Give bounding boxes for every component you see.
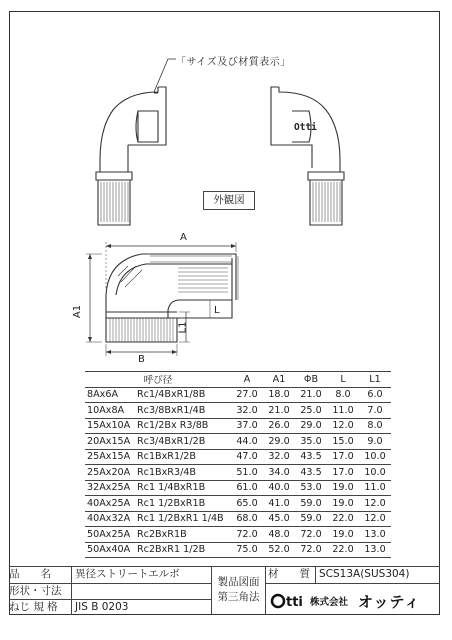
table-row xyxy=(85,542,391,558)
annotation-label: 「サイズ及び材質表示」 xyxy=(176,57,291,68)
value-cell: 27.0 xyxy=(231,387,263,403)
value-cell: 35.0 xyxy=(295,434,327,450)
material-label: 材 質 xyxy=(265,566,315,583)
thread-cell: Rc1BxR1/2B xyxy=(135,449,231,465)
shape-value xyxy=(71,583,211,599)
value-cell: 13.0 xyxy=(359,542,391,558)
value-cell: 12.0 xyxy=(359,511,391,527)
size-cell: 40Ax32A xyxy=(85,511,135,527)
value-cell: 8.0 xyxy=(359,418,391,434)
table-row xyxy=(85,418,391,434)
header-a1: A1 xyxy=(263,372,295,388)
value-cell: 37.0 xyxy=(231,418,263,434)
dimension-b-label: B xyxy=(138,354,145,365)
name-label: 品 名 xyxy=(9,566,71,583)
value-cell: 68.0 xyxy=(231,511,263,527)
value-cell: 32.0 xyxy=(231,403,263,419)
value-cell: 45.0 xyxy=(263,511,295,527)
drawing-label-2: 第三角法 xyxy=(217,591,260,603)
thread-value: JIS B 0203 xyxy=(71,599,211,615)
value-cell: 25.0 xyxy=(295,403,327,419)
size-cell: 40Ax25A xyxy=(85,496,135,512)
thread-cell: Rc1 1/2BxR1B xyxy=(135,496,231,512)
thread-cell: Rc2BxR1B xyxy=(135,527,231,543)
thread-cell: Rc3/8BxR1/4B xyxy=(135,403,231,419)
size-cell: 8Ax6A xyxy=(85,387,135,403)
view-label: 外観図 xyxy=(203,191,255,210)
size-cell: 15Ax10A xyxy=(85,418,135,434)
header-a: A xyxy=(231,372,263,388)
value-cell: 10.0 xyxy=(359,449,391,465)
value-cell: 72.0 xyxy=(295,542,327,558)
value-cell: 17.0 xyxy=(327,465,359,481)
value-cell: 6.0 xyxy=(359,387,391,403)
value-cell: 21.0 xyxy=(263,403,295,419)
table-row xyxy=(85,403,391,419)
svg-text:株式会社: 株式会社 xyxy=(310,597,349,608)
thread-cell: Rc1 1/4BxR1B xyxy=(135,480,231,496)
value-cell: 47.0 xyxy=(231,449,263,465)
value-cell: 19.0 xyxy=(327,480,359,496)
value-cell: 43.5 xyxy=(295,465,327,481)
header-l1: L1 xyxy=(359,372,391,388)
table-row xyxy=(85,434,391,450)
value-cell: 21.0 xyxy=(295,387,327,403)
svg-text:tti: tti xyxy=(286,595,303,610)
size-cell: 20Ax15A xyxy=(85,434,135,450)
dimension-a-label: A xyxy=(180,232,187,243)
value-cell: 48.0 xyxy=(263,527,295,543)
value-cell: 44.0 xyxy=(231,434,263,450)
value-cell: 34.0 xyxy=(263,465,295,481)
value-cell: 26.0 xyxy=(263,418,295,434)
value-cell: 43.5 xyxy=(295,449,327,465)
size-cell: 32Ax25A xyxy=(85,480,135,496)
value-cell: 52.0 xyxy=(263,542,295,558)
drawing-method xyxy=(211,566,265,615)
spec-table-header xyxy=(85,372,391,388)
thread-cell: Rc2BxR1 1/2B xyxy=(135,542,231,558)
drawing-label-1: 製品図面 xyxy=(217,576,260,588)
header-l: L xyxy=(327,372,359,388)
value-cell: 59.0 xyxy=(295,496,327,512)
header-size: 呼び径 xyxy=(85,372,231,388)
thread-cell: Rc1/2Bx R3/8B xyxy=(135,418,231,434)
value-cell: 75.0 xyxy=(231,542,263,558)
value-cell: 7.0 xyxy=(359,403,391,419)
thread-cell: Rc1BxR3/4B xyxy=(135,465,231,481)
table-row xyxy=(85,496,391,512)
size-cell: 25Ax20A xyxy=(85,465,135,481)
dimension-l1-label: L1 xyxy=(177,321,189,334)
dimension-a1-label: A1 xyxy=(72,304,84,319)
value-cell: 9.0 xyxy=(359,434,391,450)
value-cell: 12.0 xyxy=(359,496,391,512)
thread-label: ねじ 規 格 xyxy=(9,599,71,615)
value-cell: 72.0 xyxy=(231,527,263,543)
value-cell: 10.0 xyxy=(359,465,391,481)
header-b: ΦB xyxy=(295,372,327,388)
shape-label: 形状・寸法 xyxy=(9,583,71,599)
value-cell: 19.0 xyxy=(327,496,359,512)
size-cell: 10Ax8A xyxy=(85,403,135,419)
value-cell: 15.0 xyxy=(327,434,359,450)
size-cell: 50Ax25A xyxy=(85,527,135,543)
value-cell: 40.0 xyxy=(263,480,295,496)
table-row xyxy=(85,527,391,543)
size-cell: 25Ax15A xyxy=(85,449,135,465)
value-cell: 59.0 xyxy=(295,511,327,527)
value-cell: 17.0 xyxy=(327,449,359,465)
svg-text:オッティ: オッティ xyxy=(358,593,421,611)
thread-cell: Rc1 1/2BxR1 1/4B xyxy=(135,511,231,527)
value-cell: 11.0 xyxy=(359,480,391,496)
table-row xyxy=(85,480,391,496)
name-value: 異径ストリートエルボ xyxy=(71,566,211,583)
product-stamp: Otti xyxy=(294,122,317,133)
value-cell: 65.0 xyxy=(231,496,263,512)
company-logo xyxy=(266,584,440,615)
value-cell: 51.0 xyxy=(231,465,263,481)
value-cell: 72.0 xyxy=(295,527,327,543)
title-block xyxy=(9,566,440,615)
spec-table-body xyxy=(85,387,391,558)
value-cell: 53.0 xyxy=(295,480,327,496)
value-cell: 12.0 xyxy=(327,418,359,434)
value-cell: 8.0 xyxy=(327,387,359,403)
table-row xyxy=(85,465,391,481)
value-cell: 61.0 xyxy=(231,480,263,496)
dimension-l-label: L xyxy=(214,305,220,316)
value-cell: 22.0 xyxy=(327,511,359,527)
value-cell: 18.0 xyxy=(263,387,295,403)
value-cell: 11.0 xyxy=(327,403,359,419)
table-row xyxy=(85,511,391,527)
value-cell: 29.0 xyxy=(263,434,295,450)
value-cell: 13.0 xyxy=(359,527,391,543)
value-cell: 22.0 xyxy=(327,542,359,558)
value-cell: 32.0 xyxy=(263,449,295,465)
value-cell: 41.0 xyxy=(263,496,295,512)
thread-cell: Rc1/4BxR1/8B xyxy=(135,387,231,403)
table-row xyxy=(85,449,391,465)
value-cell: 19.0 xyxy=(327,527,359,543)
table-row xyxy=(85,387,391,403)
spec-table xyxy=(85,371,391,558)
material-value: SCS13A(SUS304) xyxy=(315,566,440,583)
thread-cell: Rc3/4BxR1/2B xyxy=(135,434,231,450)
value-cell: 29.0 xyxy=(295,418,327,434)
company-logo-area xyxy=(265,583,440,615)
size-cell: 50Ax40A xyxy=(85,542,135,558)
